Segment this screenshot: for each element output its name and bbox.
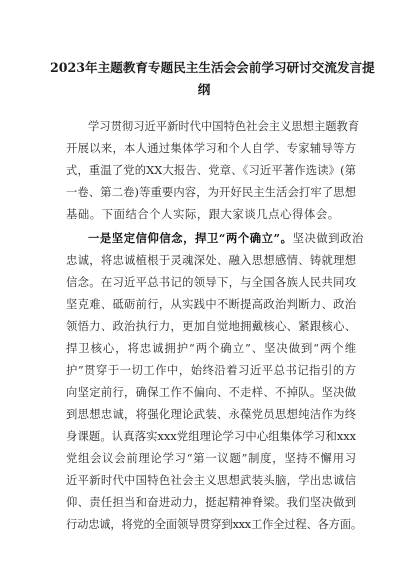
paragraph-2-line: 护”贯穿于一切工作中，始终沿着习近平总书记指引的方 bbox=[66, 364, 356, 377]
paragraph-2-line: 近平新时代中国特色社会主义思想武装头脑，学出忠诚信 bbox=[66, 474, 356, 487]
section-heading-continuation: 坚决做到政治 bbox=[292, 232, 364, 245]
paragraph-1-line: 学习贯彻习近平新时代中国特色社会主义思想主题教育 bbox=[88, 120, 360, 133]
paragraph-2-line: 行动忠诚，将党的全面领导贯穿到xxx工作全过程、各方面。 bbox=[66, 518, 362, 531]
paragraph-2-line: 信念。在习近平总书记的领导下，与全国各族人民共同攻 bbox=[66, 276, 356, 289]
paragraph-2-line: 坚克难、砥砺前行，从实践中不断提高政治判断力、政治 bbox=[66, 298, 356, 311]
paragraph-1-line: 基础。下面结合个人实际，跟大家谈几点心得体会。 bbox=[66, 208, 340, 221]
paragraph-2-line: 仰、责任担当和奋进动力，挺起精神脊梁。我们坚决做到 bbox=[66, 496, 356, 509]
document-title-line-1: 2023年主题教育专题民主生活会会前学习研讨交流发言提 bbox=[50, 60, 375, 75]
paragraph-2-line: 向坚定前行，确保工作不偏向、不走样、不掉队。坚决做 bbox=[66, 386, 356, 399]
paragraph-2-first-line bbox=[88, 230, 364, 247]
paragraph-2-line: 身课题。认真落实xxx党组理论学习中心组集体学习和xxx bbox=[66, 430, 356, 443]
section-heading: 一是坚定信仰信念，捍卫“两个确立”。 bbox=[88, 231, 293, 245]
paragraph-1-line: 一卷、第二卷)等重要内容，为开好民主生活会打牢了思想 bbox=[66, 186, 356, 199]
paragraph-2-line: 到思想忠诚，将强化理论武装、永葆党员思想纯洁作为终 bbox=[66, 408, 356, 421]
paragraph-2-line: 捍卫核心，将忠诚拥护“两个确立”、坚决做到“两个维 bbox=[66, 342, 356, 355]
paragraph-2-line: 党组会议会前理论学习“第一议题”制度，坚持不懈用习 bbox=[66, 452, 356, 465]
paragraph-1-line: 式，重温了党的XX大报告、党章、《习近平著作选读》(第 bbox=[66, 164, 356, 177]
document-title-line-2: 纲 bbox=[197, 82, 211, 97]
paragraph-2-line: 领悟力、政治执行力，更加自觉地拥戴核心、紧跟核心、 bbox=[66, 320, 356, 333]
paragraph-1-line: 开展以来，本人通过集体学习和个人自学、专家辅导等方 bbox=[66, 142, 356, 155]
paragraph-2-line: 忠诚，将忠诚植根于灵魂深处、融入思想感情、铸就理想 bbox=[66, 254, 356, 267]
